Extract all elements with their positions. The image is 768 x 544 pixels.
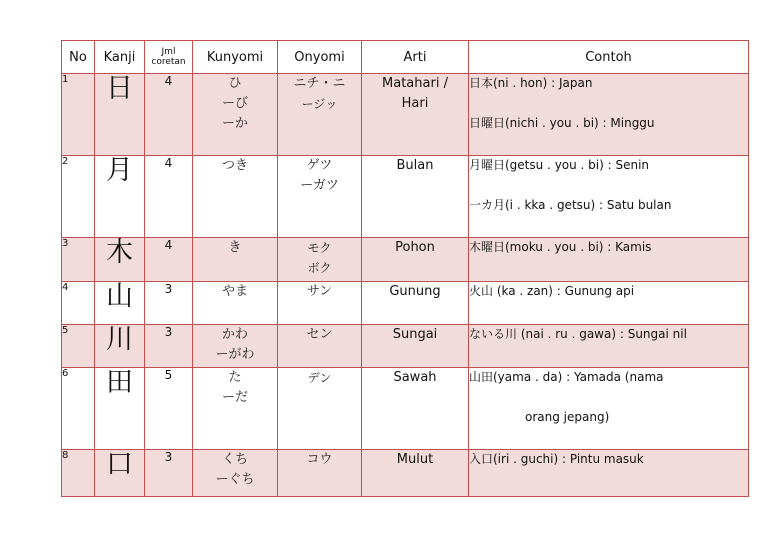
onyomi-reading: モク	[307, 241, 332, 255]
onyomi-reading: ージッ	[301, 97, 338, 111]
onyomi-reading: ボク	[307, 261, 332, 275]
kanji-character: 口	[95, 450, 145, 497]
meaning-text: Mulut	[396, 452, 434, 467]
example-text: 木曜日(moku . you . bi) : Kamis	[469, 240, 652, 254]
row-number: 2	[62, 156, 95, 238]
meaning-text: Sawah	[393, 370, 437, 385]
kunyomi-cell	[193, 238, 278, 282]
kunyomi-reading: ーぐち	[215, 472, 255, 487]
stroke-count: 3	[145, 282, 193, 325]
onyomi-cell	[278, 74, 362, 156]
table-row	[62, 325, 749, 368]
example-text: orang jepang)	[525, 410, 610, 424]
example-text: 入口(iri . guchi) : Pintu masuk	[469, 452, 644, 466]
meaning-text: Sungai	[392, 327, 438, 342]
example-text: 日本(ni . hon) : Japan	[469, 76, 593, 90]
kunyomi-reading: ひ	[228, 76, 242, 91]
arti-cell	[362, 156, 469, 238]
kunyomi-cell	[193, 368, 278, 450]
header-contoh: Contoh	[469, 41, 749, 74]
kunyomi-cell	[193, 74, 278, 156]
example-text: 一カ月(i . kka . getsu) : Satu bulan	[469, 198, 672, 212]
onyomi-reading: ニチ・ニ	[293, 76, 346, 91]
kunyomi-reading: つき	[221, 158, 248, 173]
kunyomi-cell	[193, 325, 278, 368]
example-text: 山田(yama . da) : Yamada (nama	[469, 370, 664, 384]
onyomi-reading: コウ	[306, 452, 333, 467]
onyomi-cell	[278, 238, 362, 282]
contoh-cell	[469, 282, 749, 325]
table-row	[62, 74, 749, 156]
onyomi-cell	[278, 282, 362, 325]
row-number: 4	[62, 282, 95, 325]
header-onyomi: Onyomi	[278, 41, 362, 74]
onyomi-reading: ーガツ	[300, 178, 339, 193]
table-row	[62, 368, 749, 450]
meaning-text: Hari	[401, 96, 429, 111]
onyomi-cell	[278, 325, 362, 368]
meaning-text: Bulan	[396, 158, 434, 173]
kanji-character: 川	[95, 325, 145, 368]
contoh-cell	[469, 156, 749, 238]
kunyomi-cell	[193, 450, 278, 497]
meaning-text: Matahari /	[382, 76, 448, 91]
stroke-count: 4	[145, 156, 193, 238]
header-jml-coretan: Jml coretan	[145, 41, 193, 74]
stroke-count: 4	[145, 238, 193, 282]
contoh-cell	[469, 74, 749, 156]
row-number: 6	[62, 368, 95, 450]
kunyomi-reading: かわ	[221, 327, 248, 342]
table-row	[62, 450, 749, 497]
table-row	[62, 156, 749, 238]
contoh-cell	[469, 238, 749, 282]
onyomi-reading: サン	[306, 284, 333, 299]
contoh-cell	[469, 368, 749, 450]
row-number: 1	[62, 74, 95, 156]
table-row	[62, 282, 749, 325]
kunyomi-reading: ーか	[221, 116, 248, 131]
contoh-cell	[469, 325, 749, 368]
kunyomi-reading: ーがわ	[215, 347, 255, 362]
arti-cell	[362, 74, 469, 156]
kunyomi-reading: き	[228, 240, 242, 255]
header-no: No	[62, 41, 95, 74]
kunyomi-reading: くち	[221, 452, 248, 467]
example-text: 火山 (ka . zan) : Gunung api	[469, 284, 635, 298]
onyomi-cell	[278, 368, 362, 450]
kunyomi-cell	[193, 282, 278, 325]
table-row	[62, 238, 749, 282]
header-row	[62, 41, 749, 74]
row-number: 8	[62, 450, 95, 497]
meaning-text: Pohon	[395, 240, 435, 255]
stroke-count: 5	[145, 368, 193, 450]
kanji-table	[61, 40, 749, 497]
example-text: ないる川 (nai . ru . gawa) : Sungai nil	[469, 327, 687, 341]
kunyomi-reading: た	[228, 370, 242, 385]
kanji-character: 山	[95, 282, 145, 325]
arti-cell	[362, 368, 469, 450]
stroke-count: 4	[145, 74, 193, 156]
arti-cell	[362, 282, 469, 325]
arti-cell	[362, 450, 469, 497]
example-text: 日曜日(nichi . you . bi) : Minggu	[469, 116, 655, 130]
header-kanji: Kanji	[95, 41, 145, 74]
onyomi-reading: デン	[307, 371, 332, 385]
onyomi-cell	[278, 450, 362, 497]
stroke-count: 3	[145, 325, 193, 368]
kanji-character: 田	[95, 368, 145, 450]
kanji-character: 木	[95, 238, 145, 282]
row-number: 3	[62, 238, 95, 282]
header-kunyomi: Kunyomi	[193, 41, 278, 74]
stroke-count: 3	[145, 450, 193, 497]
meaning-text: Gunung	[389, 284, 441, 299]
arti-cell	[362, 238, 469, 282]
kunyomi-cell	[193, 156, 278, 238]
kunyomi-reading: やま	[221, 284, 248, 299]
arti-cell	[362, 325, 469, 368]
kanji-character: 日	[95, 74, 145, 156]
header-arti: Arti	[362, 41, 469, 74]
onyomi-reading: セン	[306, 327, 333, 342]
kunyomi-reading: ーび	[221, 96, 248, 111]
contoh-cell	[469, 450, 749, 497]
onyomi-reading: ゲツ	[306, 158, 333, 173]
kunyomi-reading: ーだ	[221, 390, 248, 405]
example-text: 月曜日(getsu . you . bi) : Senin	[469, 158, 650, 172]
row-number: 5	[62, 325, 95, 368]
onyomi-cell	[278, 156, 362, 238]
kanji-character: 月	[95, 156, 145, 238]
